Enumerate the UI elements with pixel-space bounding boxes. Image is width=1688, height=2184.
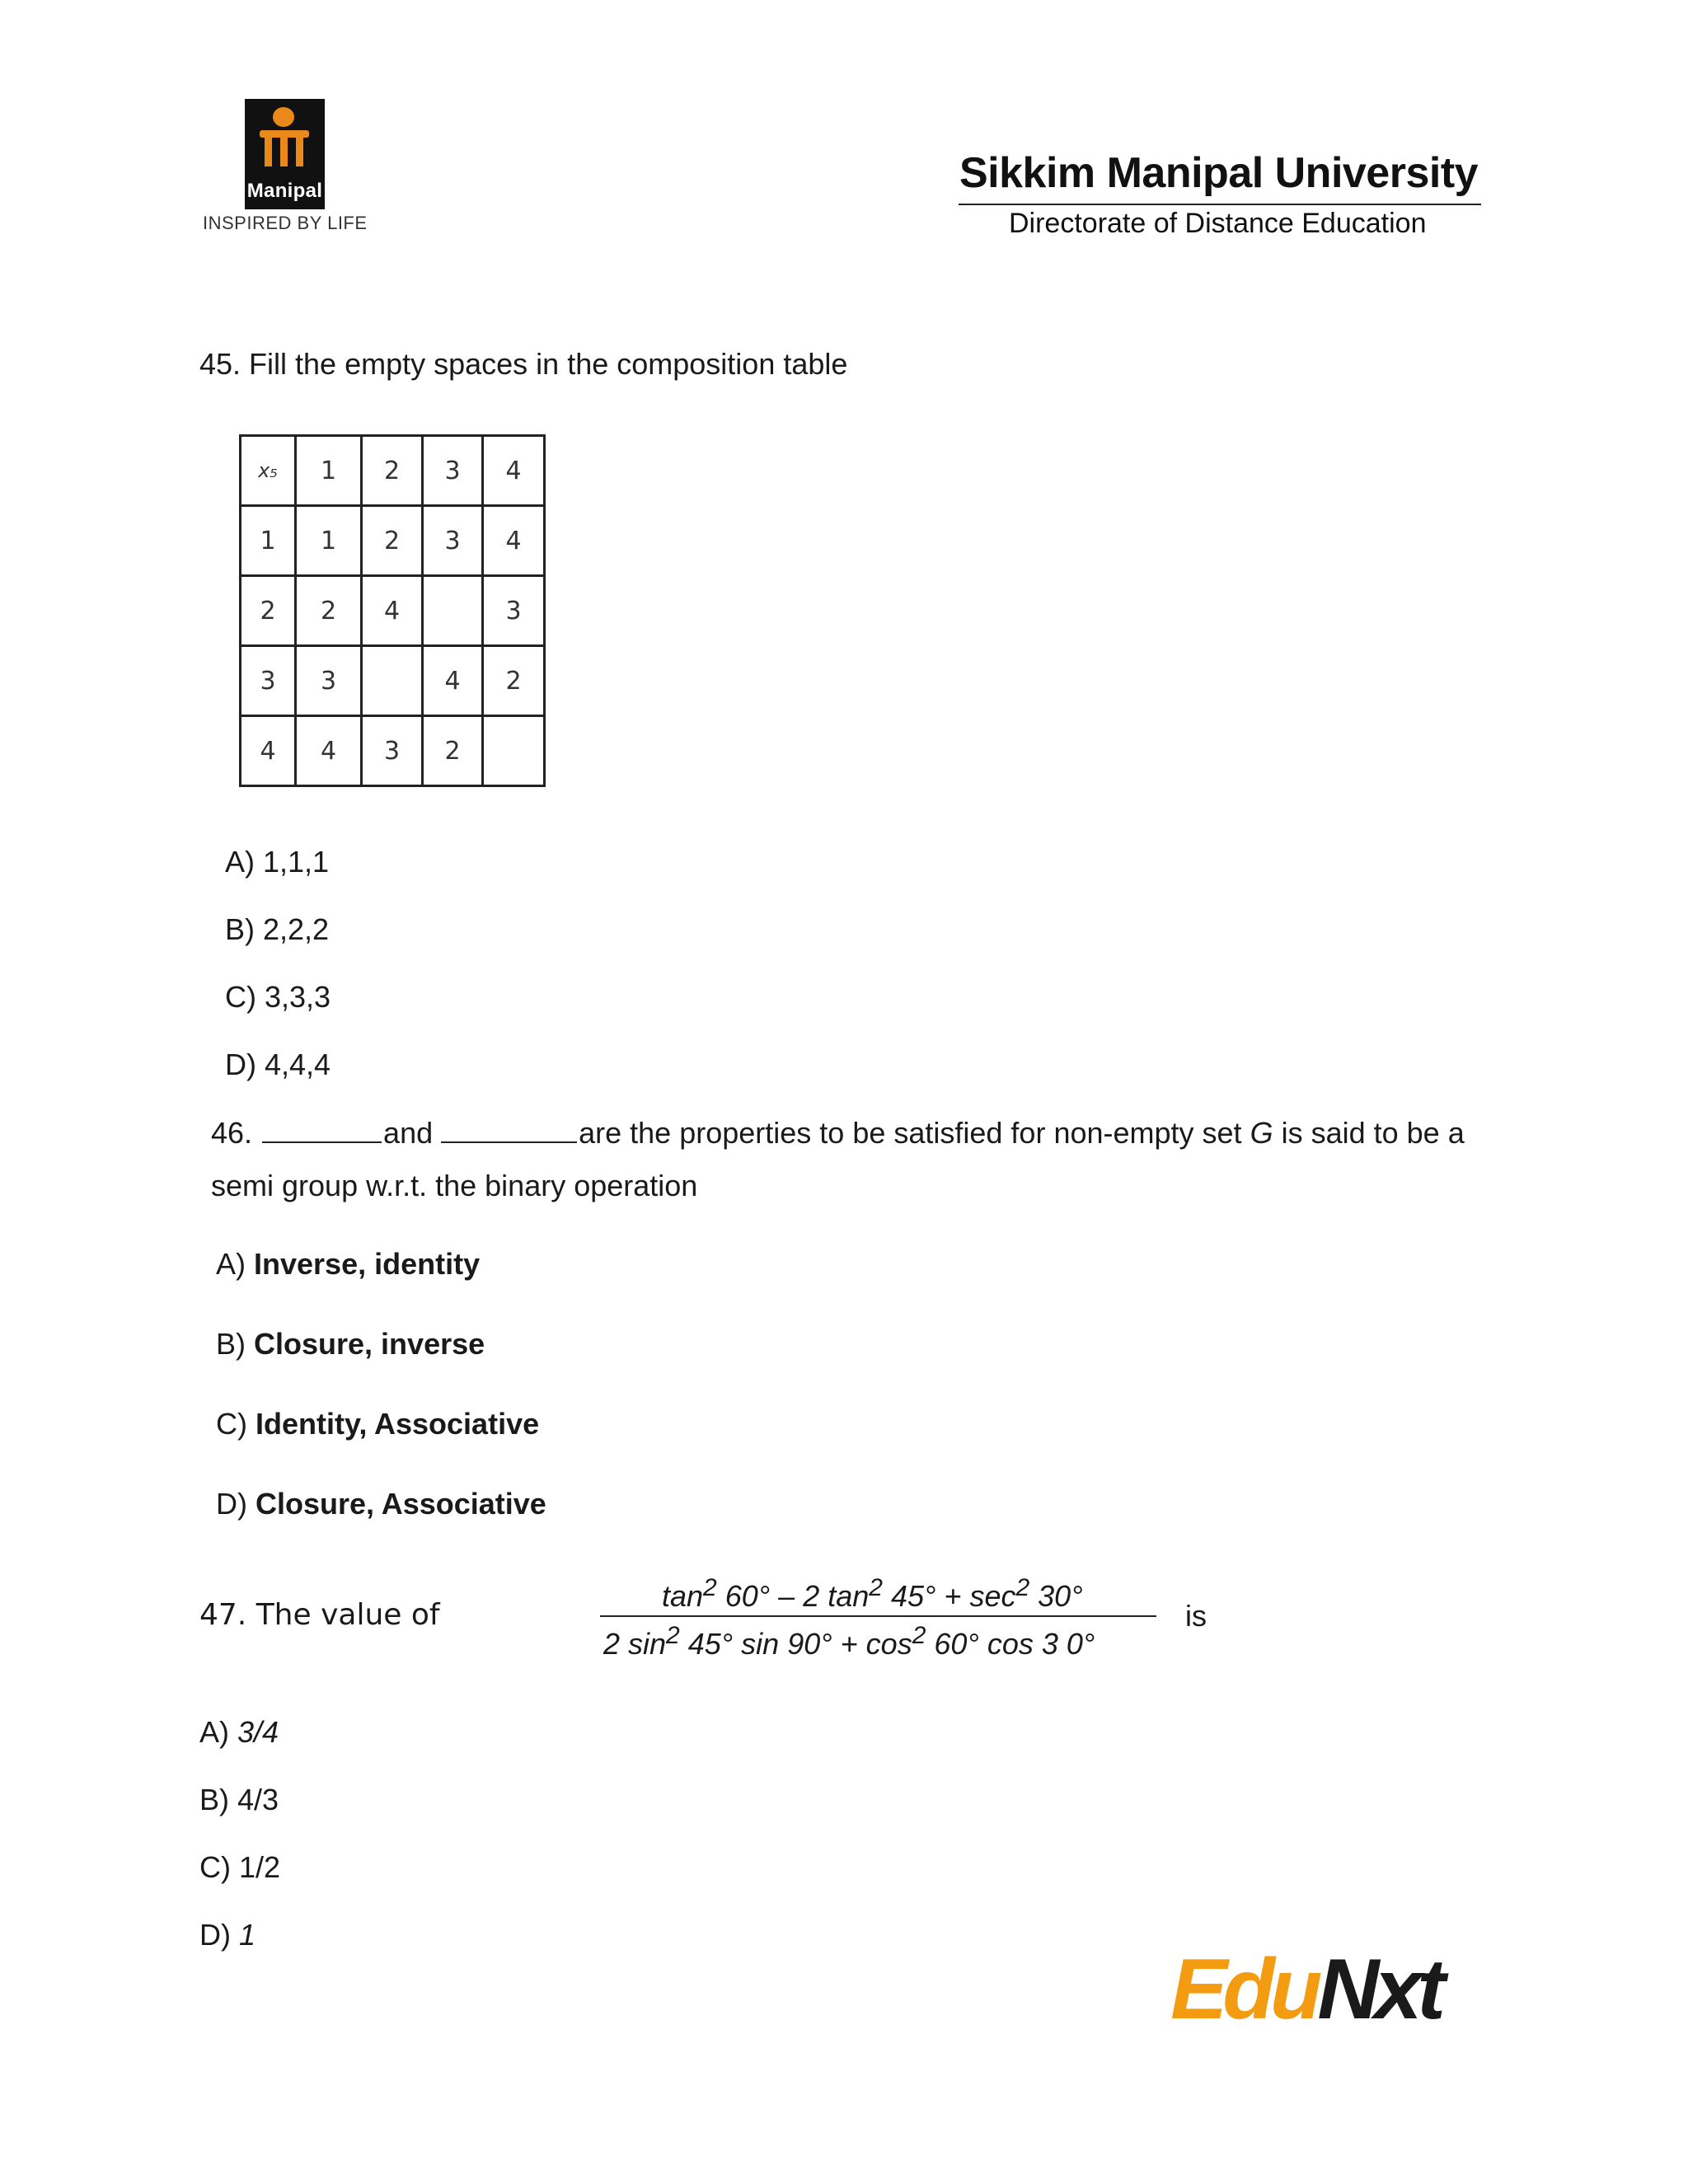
table-cell: 2: [296, 576, 362, 646]
table-cell: 4: [241, 716, 296, 786]
option-letter: B): [216, 1327, 255, 1361]
table-cell: 1: [296, 436, 362, 506]
question-46: [211, 1114, 1465, 1153]
option-text: Closure, inverse: [254, 1327, 485, 1361]
question-47: 47. The value of: [199, 1598, 440, 1632]
math-exponent: 2: [703, 1574, 717, 1601]
fraction-bar: [600, 1615, 1156, 1617]
table-row: [241, 716, 545, 786]
option-text: 4/3: [237, 1783, 279, 1816]
table-cell: 3: [423, 436, 483, 506]
math-text: tan: [662, 1579, 704, 1613]
math-exponent: 2: [666, 1622, 680, 1649]
fraction-denominator: [603, 1622, 1095, 1661]
fraction-numerator: [662, 1574, 1083, 1614]
q46-option-b: [216, 1327, 485, 1361]
table-cell-empty: [423, 576, 483, 646]
logo-word: Manipal: [246, 180, 323, 202]
option-letter: D): [199, 1918, 239, 1952]
manipal-logo: [245, 99, 325, 209]
option-text: 3/4: [237, 1715, 279, 1749]
q45-option-c: C) 3,3,3: [225, 980, 331, 1014]
department-name: Directorate of Distance Education: [1009, 208, 1427, 239]
q45-option-b: B) 2,2,2: [225, 912, 330, 946]
q46-text-a: are the properties to be satisfied for non-empty set: [579, 1116, 1250, 1150]
q45-option-d: D) 4,4,4: [225, 1047, 331, 1081]
table-cell: 4: [296, 716, 362, 786]
table-cell: x₅: [241, 436, 296, 506]
edunxt-logo: [1170, 1941, 1441, 2039]
table-cell: 3: [296, 646, 362, 716]
option-text: Closure, Associative: [256, 1487, 546, 1521]
table-row: [241, 576, 545, 646]
manipal-emblem-icon: [245, 99, 325, 181]
q45-option-a: A) 1,1,1: [225, 845, 330, 879]
math-text: 45° + sec: [882, 1579, 1016, 1613]
composition-table: [239, 434, 546, 787]
q47-option-b: [199, 1783, 279, 1817]
table-cell: 3: [483, 576, 545, 646]
table-row: [241, 646, 545, 716]
question-46-line2: semi group w.r.t. the binary operation: [211, 1169, 698, 1202]
math-exponent: 2: [1015, 1574, 1030, 1601]
q46-number: 46.: [211, 1116, 253, 1150]
option-letter: C): [199, 1850, 239, 1884]
option-letter: B): [199, 1783, 238, 1816]
math-exponent: 2: [869, 1574, 883, 1601]
q46-option-a: [216, 1247, 480, 1282]
option-text: 1: [239, 1918, 256, 1952]
table-cell: 2: [362, 506, 423, 576]
table-cell-empty: [362, 646, 423, 716]
math-text: 60° – 2 tan: [716, 1579, 870, 1613]
table-cell: 4: [362, 576, 423, 646]
option-text: 1/2: [239, 1850, 281, 1884]
math-text: 30°: [1029, 1579, 1083, 1613]
math-exponent: 2: [912, 1622, 926, 1649]
q46-and: and: [383, 1116, 434, 1150]
option-text: Identity, Associative: [256, 1407, 540, 1441]
table-cell: 1: [241, 506, 296, 576]
option-text: Inverse, identity: [254, 1247, 481, 1281]
logo-nxt: Nxt: [1317, 1942, 1441, 2037]
q47-option-c: [199, 1850, 280, 1885]
q46-text-b: is said to be a: [1273, 1116, 1465, 1150]
table-cell: 2: [362, 436, 423, 506]
option-letter: A): [216, 1247, 255, 1281]
math-text: 2 sin: [603, 1627, 667, 1661]
logo-tagline: INSPIRED BY LIFE: [203, 213, 368, 233]
university-name: Sikkim Manipal University: [959, 149, 1479, 197]
table-row: [241, 506, 545, 576]
table-cell: 3: [241, 646, 296, 716]
q47-option-d: [199, 1918, 256, 1952]
q46-option-d: [216, 1487, 546, 1521]
math-text: 45° sin 90° + cos: [679, 1627, 912, 1661]
logo-edu: Edu: [1170, 1942, 1318, 2037]
answer-blank: [441, 1117, 577, 1143]
q46-option-c: [216, 1407, 539, 1441]
table-cell: 1: [296, 506, 362, 576]
table-cell: 4: [483, 436, 545, 506]
option-letter: D): [216, 1487, 256, 1521]
table-cell: 2: [241, 576, 296, 646]
question-45: 45. Fill the empty spaces in the composition table: [199, 347, 848, 381]
table-cell: 3: [362, 716, 423, 786]
answer-blank: [262, 1117, 382, 1143]
table-cell: 4: [483, 506, 545, 576]
table-cell: 2: [423, 716, 483, 786]
table-cell: 4: [423, 646, 483, 716]
math-text: 60° cos 3 0°: [926, 1627, 1095, 1661]
option-letter: A): [199, 1715, 238, 1749]
table-cell: 3: [423, 506, 483, 576]
q47-option-a: [199, 1715, 279, 1750]
table-cell: 2: [483, 646, 545, 716]
option-letter: C): [216, 1407, 256, 1441]
table-cell-empty: [483, 716, 545, 786]
header-rule: [959, 204, 1481, 205]
q46-set-variable: G: [1250, 1116, 1273, 1150]
q47-suffix: is: [1185, 1599, 1207, 1633]
table-row: [241, 436, 545, 506]
